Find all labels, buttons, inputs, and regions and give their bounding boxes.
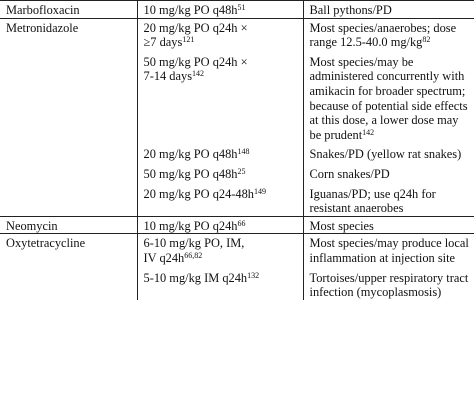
table-row xyxy=(0,234,474,266)
drug-name-cell xyxy=(0,142,137,162)
dose-text: 10 mg/kg PO q24h xyxy=(143,218,238,233)
notes-reference: 142 xyxy=(362,127,375,137)
dose-cell xyxy=(137,162,303,182)
notes-text: Most species/may produce local inflammation at injection site xyxy=(309,236,469,265)
notes-text: Most species/anaerobes; dose range 12.5-40.0 mg/kg xyxy=(309,20,457,50)
dose-reference: 66 xyxy=(237,218,246,228)
dose-reference: 25 xyxy=(237,166,246,176)
notes-cell xyxy=(303,1,474,19)
notes-cell xyxy=(303,18,474,50)
drug-name-cell xyxy=(0,266,137,300)
dose-text: 20 mg/kg PO q24-48h xyxy=(143,186,254,201)
notes-reference: 82 xyxy=(422,35,431,45)
notes-text: Most species/may be administered concurrently with amikacin for broader spectrum; because of potential side effects at this dose, a lower dose may be prudent xyxy=(309,54,468,142)
dose-reference: 51 xyxy=(237,3,246,12)
notes-cell xyxy=(303,234,474,266)
notes-cell xyxy=(303,50,474,143)
table-row xyxy=(0,266,474,300)
notes-cell xyxy=(303,182,474,217)
dose-cell xyxy=(137,1,303,19)
drug-name-cell: Marbofloxacin xyxy=(0,1,137,19)
drug-name-cell xyxy=(0,50,137,143)
dose-reference: 132 xyxy=(247,270,260,280)
dose-text: 50 mg/kg PO q48h xyxy=(143,166,238,181)
dose-cell xyxy=(137,50,303,143)
dose-cell xyxy=(137,142,303,162)
notes-cell xyxy=(303,266,474,300)
dose-cell xyxy=(137,266,303,300)
notes-cell xyxy=(303,162,474,182)
dose-text: 50 mg/kg PO q24h × 7-14 days xyxy=(143,54,248,84)
drug-name-cell: Oxytetracycline xyxy=(0,234,137,266)
drug-name-cell: Neomycin xyxy=(0,216,137,234)
table-row xyxy=(0,162,474,182)
notes-cell xyxy=(303,216,474,234)
drug-name-cell xyxy=(0,162,137,182)
notes-text: Tortoises/upper respiratory tract infection (mycoplasmosis) xyxy=(309,270,469,300)
table-row xyxy=(0,18,474,50)
dose-cell xyxy=(137,216,303,234)
table-row xyxy=(0,50,474,143)
dose-text: 20 mg/kg PO q48h xyxy=(143,147,238,162)
notes-text: Corn snakes/PD xyxy=(309,166,390,181)
dose-text: 10 mg/kg PO q48h xyxy=(143,3,238,17)
table-row xyxy=(0,216,474,234)
notes-text: Ball pythons/PD xyxy=(309,3,392,17)
drug-name-cell xyxy=(0,182,137,217)
dose-reference: 121 xyxy=(182,35,195,45)
notes-text: Most species xyxy=(309,218,374,233)
notes-text: Snakes/PD (yellow rat snakes) xyxy=(309,147,462,162)
notes-text: Iguanas/PD; use q24h for resistant anaerobes xyxy=(309,186,436,216)
dose-reference: 148 xyxy=(237,147,250,157)
dose-cell xyxy=(137,182,303,217)
dose-reference: 142 xyxy=(192,69,205,79)
dose-text: 6-10 mg/kg PO, IM, IV q24h xyxy=(143,236,245,265)
dose-text: 5-10 mg/kg IM q24h xyxy=(143,270,248,285)
dose-reference: 66,82 xyxy=(184,250,203,260)
table-row xyxy=(0,142,474,162)
table-row xyxy=(0,182,474,217)
dose-reference: 149 xyxy=(254,186,266,196)
table-row xyxy=(0,1,474,19)
dose-cell xyxy=(137,234,303,266)
drug-name-cell: Metronidazole xyxy=(0,18,137,50)
dose-cell xyxy=(137,18,303,50)
dose-text: 20 mg/kg PO q24h × ≥7 days xyxy=(143,20,248,50)
notes-cell xyxy=(303,142,474,162)
